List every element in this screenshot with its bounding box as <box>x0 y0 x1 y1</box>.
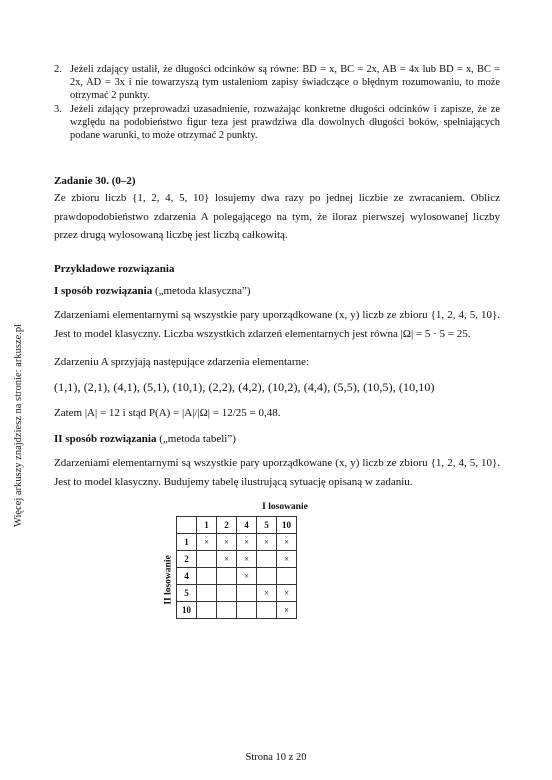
table-cell: × <box>257 584 277 601</box>
method2-title: II sposób rozwiązania <box>54 432 157 445</box>
outcome-table <box>176 516 297 619</box>
table-row-header: 10 <box>177 601 197 618</box>
table-row <box>177 533 297 550</box>
table-left-label: II losowanie <box>164 554 175 605</box>
list-item <box>54 63 500 102</box>
table-row <box>177 567 297 584</box>
method1-title: I sposób rozwiązania <box>54 284 153 297</box>
table-top-label: I losowanie <box>262 501 308 512</box>
table-row-header: 5 <box>177 584 197 601</box>
table-cell <box>217 601 237 618</box>
table-cell <box>197 601 217 618</box>
method1-events-intro: Zdarzeniu A sprzyjają następujące zdarzenia elementarne: <box>54 355 310 368</box>
table-cell <box>197 584 217 601</box>
table-row-header: 1 <box>177 533 197 550</box>
table-cell: × <box>257 533 277 550</box>
task-body: Ze zbioru liczb {1, 2, 4, 5, 10} losujemy dwa razy po jednej liczbie ze zwracaniem. Oblicz prawdopodobieństwo zdarzenia A polegającego na tym, że iloraz pierwszej wylosowanej liczby przez drugą wylosowaną liczbę jest liczbą całkowitą. <box>54 192 500 241</box>
table-col-header: 1 <box>197 516 217 533</box>
table-cell <box>197 567 217 584</box>
sidebar-watermark <box>8 270 30 580</box>
table-cell <box>237 584 257 601</box>
table-row <box>177 601 297 618</box>
elementary-events-list: (1,1), (2,1), (4,1), (5,1), (10,1), (2,2), (4,2), (10,2), (4,4), (5,5), (10,5), (10,10) <box>54 379 435 394</box>
table-cell: × <box>217 550 237 567</box>
table-cell <box>257 567 277 584</box>
method1-heading <box>54 285 500 297</box>
table-cell: × <box>277 533 297 550</box>
sidebar-text: Więcej arkuszy znajdziesz na stronie: arkusze.pl <box>13 323 25 527</box>
table-cell <box>237 601 257 618</box>
table-row <box>177 584 297 601</box>
method2-paragraph: Zdarzeniami elementarnymi są wszystkie pary uporządkowane (x, y) liczb ze zbioru {1, 2, 4, 5, 10}. Jest to model klasyczny. Budujemy tabelę ilustrującą sytuację opisaną w zadaniu. <box>54 456 500 488</box>
table-row-header: 2 <box>177 550 197 567</box>
solutions-title: Przykładowe rozwiązania <box>54 262 175 275</box>
table-corner-cell <box>177 516 197 533</box>
table-cell <box>217 584 237 601</box>
table-cell <box>277 567 297 584</box>
task-title: Zadanie 30. (0–2) <box>54 175 136 187</box>
table-cell: × <box>237 533 257 550</box>
outcome-table-wrap <box>54 502 500 632</box>
table-cell <box>217 567 237 584</box>
method2-heading <box>54 433 500 445</box>
table-cell: × <box>237 567 257 584</box>
list-text: Jeżeli zdający ustalił, że długości odcinków są równe: BD = x, BC = 2x, AB = 4x lub BD = x, BC = 2x, AD = 3x i nie towarzyszą tym ustaleniom zapisy świadczące o błędnym rozumowaniu, to może otrzymać 2 punkty. <box>70 64 500 101</box>
table-cell: × <box>277 601 297 618</box>
table-cell <box>257 601 277 618</box>
method1-paragraph: Zdarzeniami elementarnymi są wszystkie pary uporządkowane (x, y) liczb ze zbioru {1, 2, 4, 5, 10}. Jest to model klasyczny. Liczba wszystkich zdarzeń elementarnych jest równa |Ω| = 5 · 5 = 25. <box>54 308 500 340</box>
table-cell <box>257 550 277 567</box>
probability-result: Zatem |A| = 12 i stąd P(A) = |A|/|Ω| = 12/25 = 0,48. <box>54 406 281 419</box>
table-row-header: 4 <box>177 567 197 584</box>
method1-subtitle: („metoda klasyczna”) <box>154 284 251 297</box>
table-cell: × <box>237 550 257 567</box>
table-cell: × <box>197 533 217 550</box>
page-footer: Strona 10 z 20 <box>245 752 307 763</box>
list-item <box>54 103 500 142</box>
table-header-row <box>177 516 297 533</box>
table-left-label-box <box>162 530 176 630</box>
table-col-header: 10 <box>277 516 297 533</box>
list-number: 3. <box>54 104 62 115</box>
table-cell: × <box>217 533 237 550</box>
table-col-header: 2 <box>217 516 237 533</box>
list-text: Jeżeli zdający przeprowadzi uzasadnienie, rozważając konkretne długości odcinków i zapisze, że ze względu na podobieństwo figur teza jest prawdziwa dla dowolnych długości boków, spełniających podane warunki, to może otrzymać 2 punkty. <box>70 104 500 141</box>
table-col-header: 4 <box>237 516 257 533</box>
table-cell: × <box>277 584 297 601</box>
table-cell <box>197 550 217 567</box>
page-content <box>54 63 500 632</box>
method2-subtitle: („metoda tabeli”) <box>159 432 236 445</box>
list-number: 2. <box>54 64 62 75</box>
table-col-header: 5 <box>257 516 277 533</box>
table-cell: × <box>277 550 297 567</box>
table-row <box>177 550 297 567</box>
